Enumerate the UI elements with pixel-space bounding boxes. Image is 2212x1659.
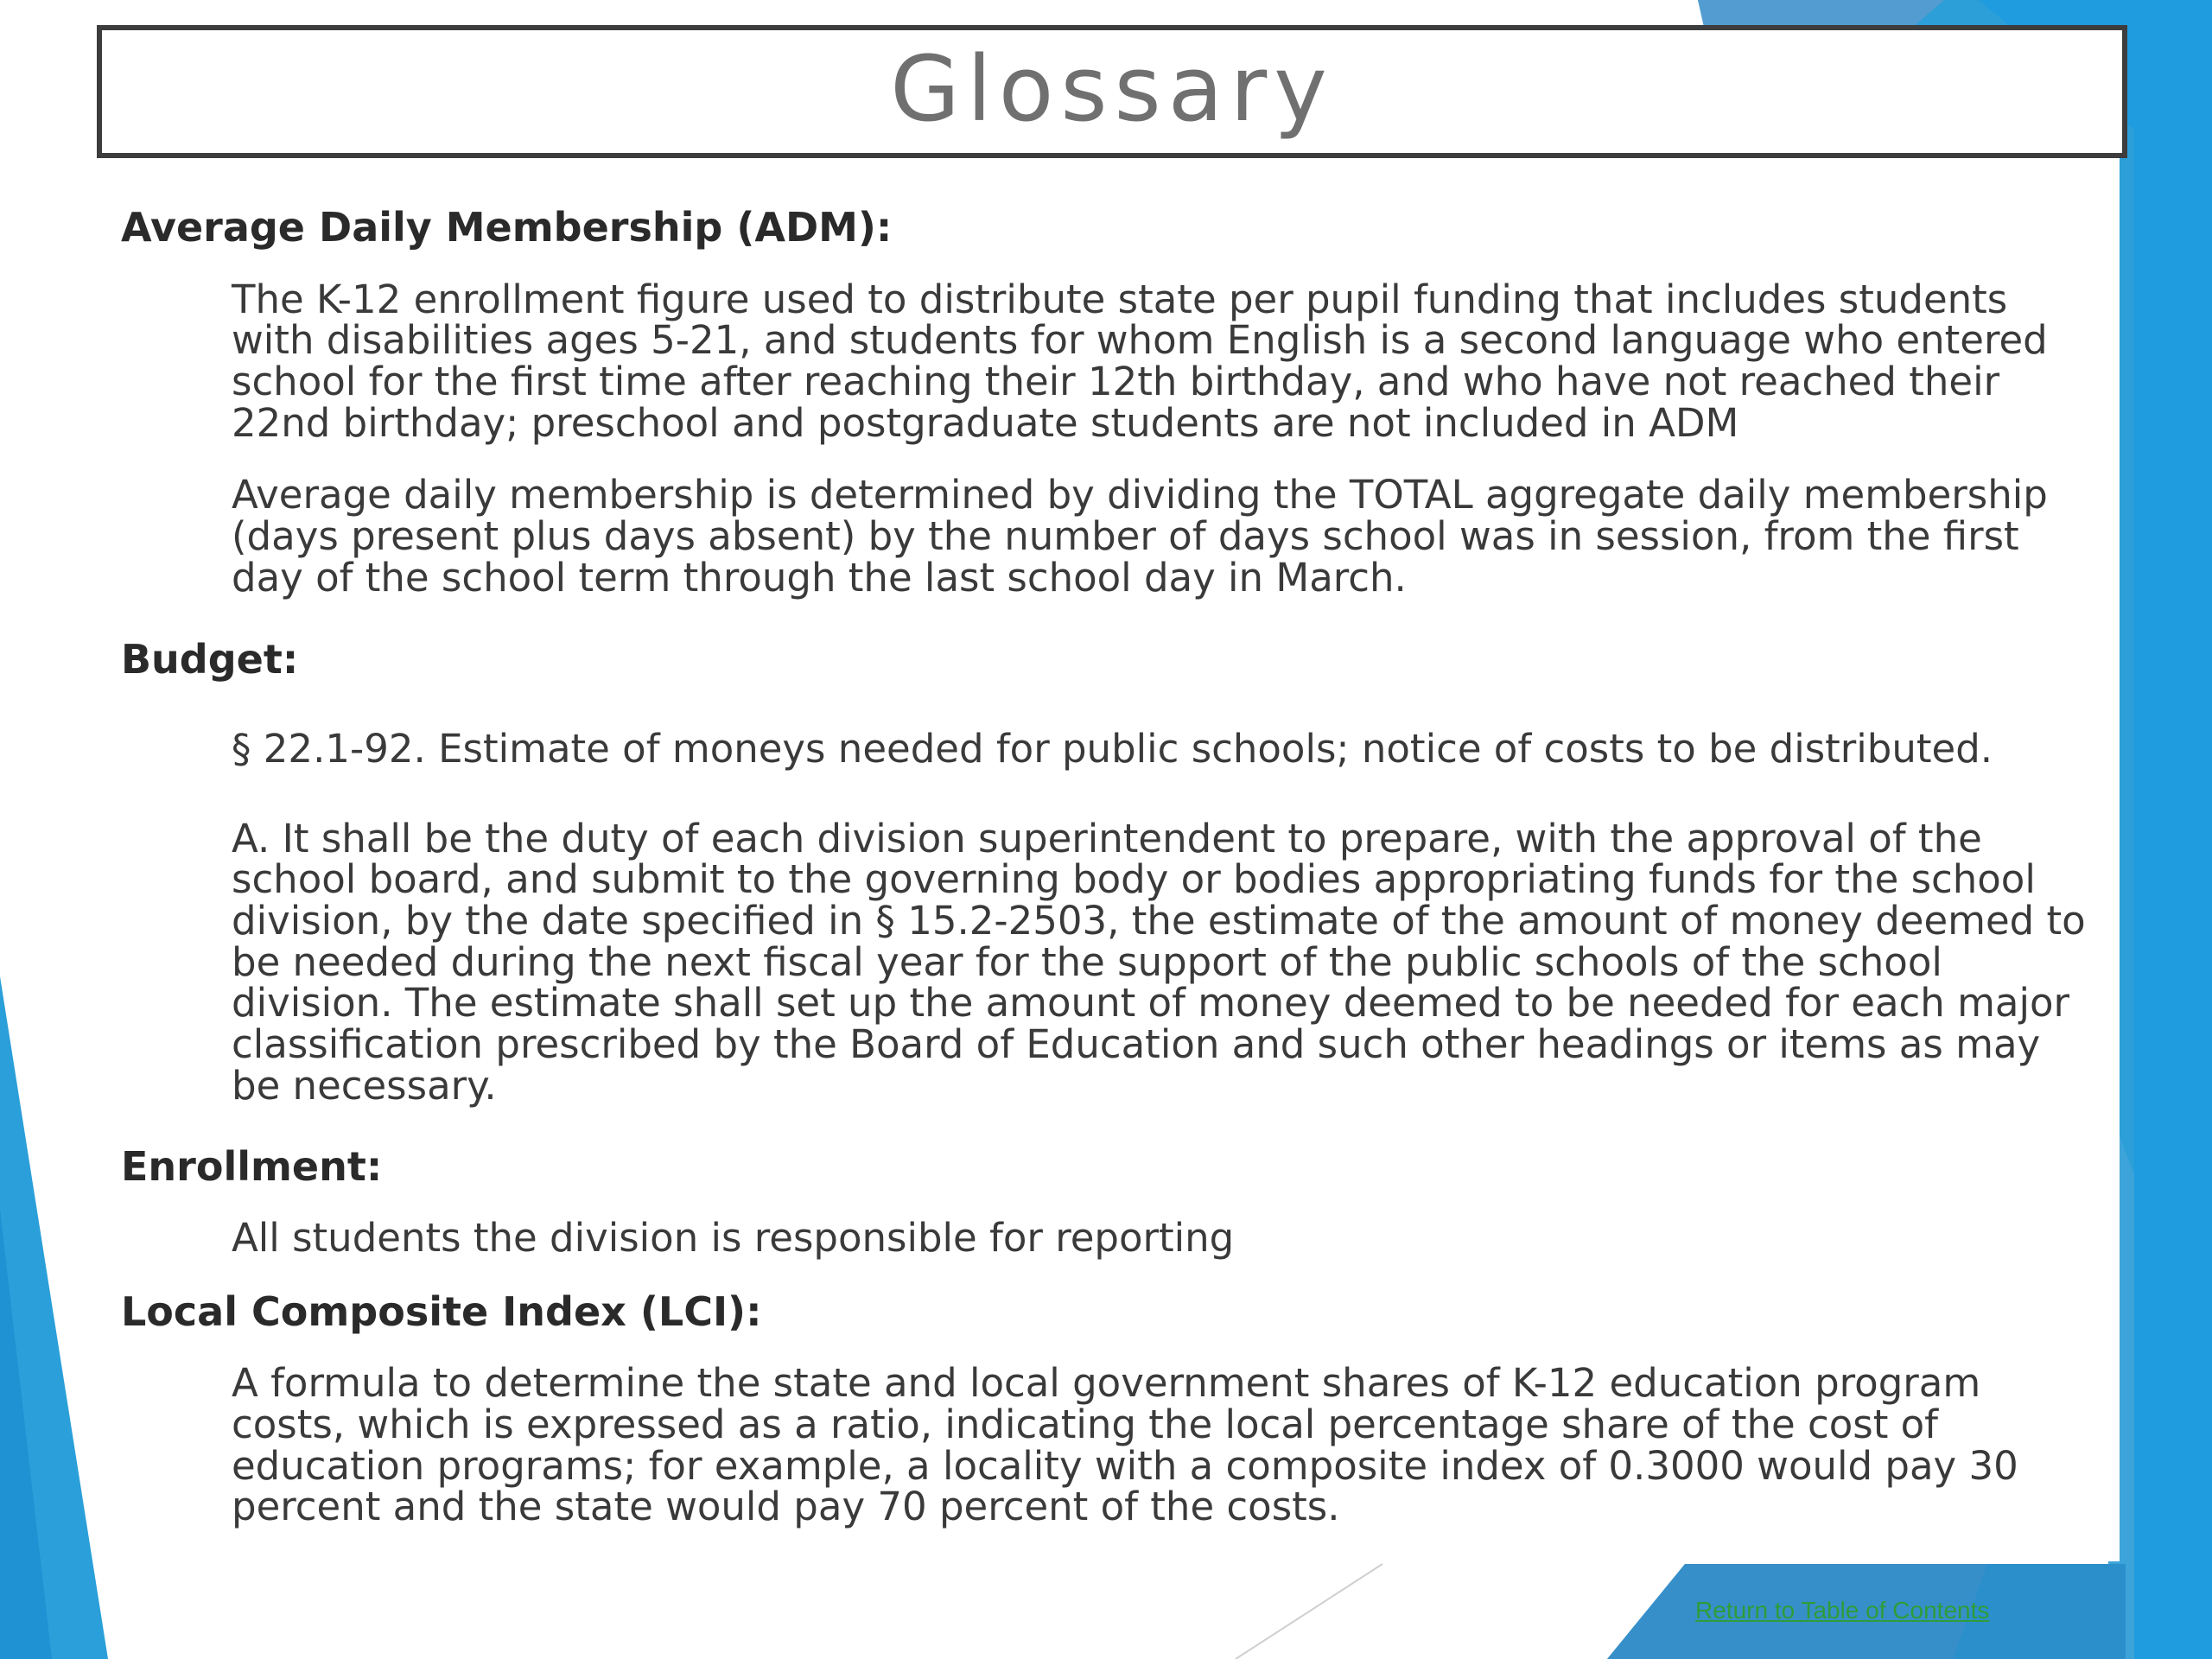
definition-budget-1: § 22.1-92. Estimate of moneys needed for public schools; notice of costs to be distributed. [232,726,1993,772]
term-adm: Average Daily Membership (ADM): [121,204,893,251]
term-enrollment: Enrollment: [121,1142,383,1190]
term-lci: Local Composite Index (LCI): [121,1287,762,1335]
page-title: Glossary [890,36,1334,142]
definition-budget-2: A. It shall be the duty of each division superintendent to prepare, with the approval of the school board, and submit to the governing body or bodies appropriating funds for the school division, by the date specified in § 15.2-2503, the estimate of the amount of money deemed to be needed during the next fiscal year for the support of the public schools of the school division. The estimate shall set up the amount of money deemed to be needed for each major classification prescribed by the Board of Education and such other headings or items as may be necessary. [232,815,2086,1109]
definition-adm-1: The K-12 enrollment figure used to distribute state per pupil funding that includes students with disabilities ages 5-21, and students for whom English is a second language who entered school for the first time after reaching their 12th birthday, and who have not reached their 22nd birthday; preschool and postgraduate students are not included in ADM [232,276,2048,446]
return-to-toc-link[interactable]: Return to Table of Contents [1695,1597,1990,1624]
definition-enrollment-1: All students the division is responsible for reporting [232,1215,1235,1262]
glossary-content [121,199,2108,1528]
definition-adm-2: Average daily membership is determined by dividing the TOTAL aggregate daily membership (days present plus days absent) by the number of days school was in session, from the first day of the school term through the last school day in March. [232,472,2048,601]
title-box [97,25,2127,158]
definition-lci-1: A formula to determine the state and local government shares of K-12 education program costs, which is expressed as a ratio, indicating the local percentage share of the cost of education programs; for example, a locality with a composite index of 0.3000 would pay 30 percent and the state would pay 70 percent of the costs. [232,1360,2018,1530]
decorative-line [1236,1564,1382,1659]
term-budget: Budget: [121,636,299,683]
